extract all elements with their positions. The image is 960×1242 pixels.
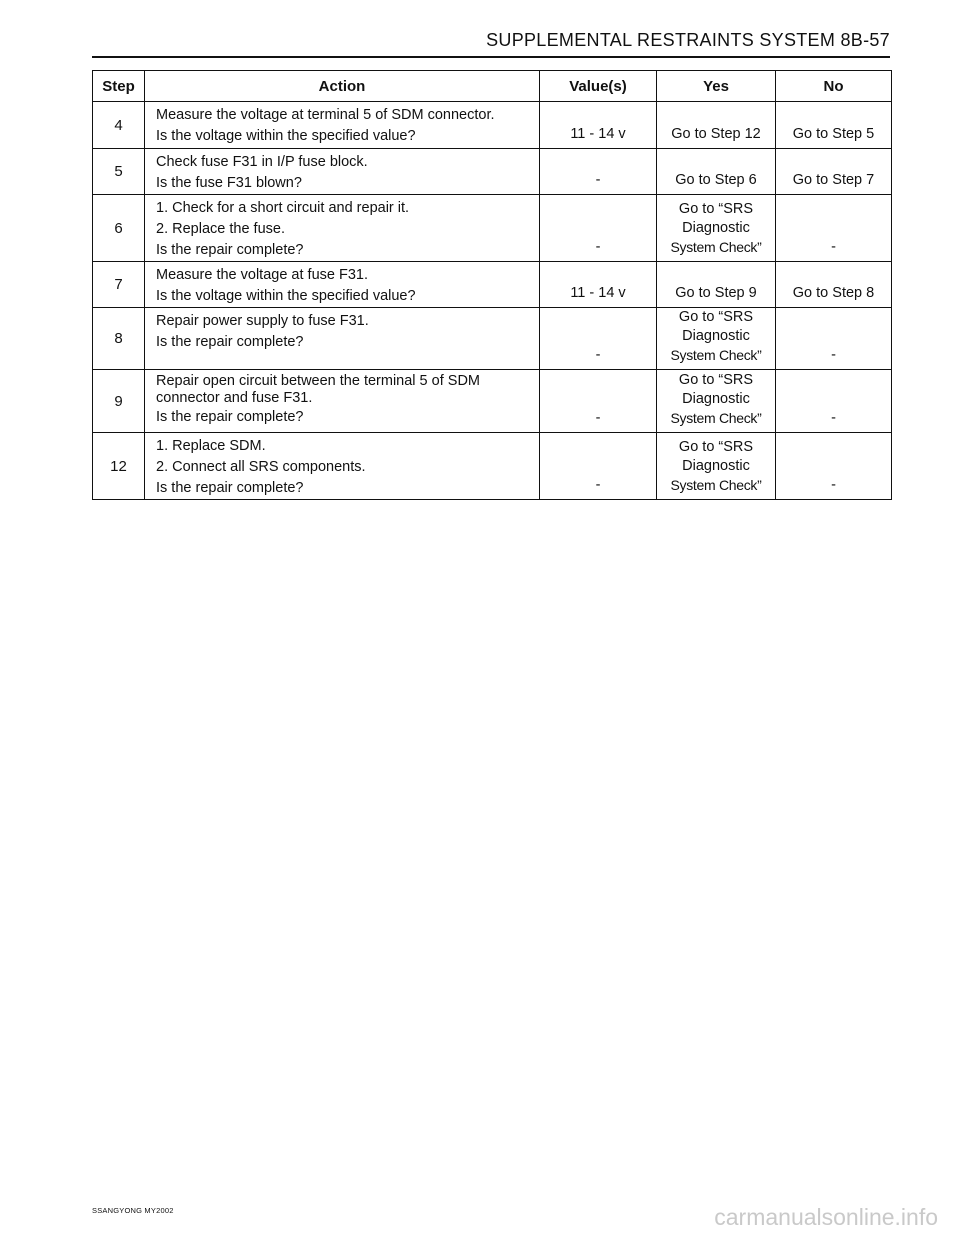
- table-row: [93, 149, 892, 195]
- action-line: Is the repair complete?: [156, 334, 304, 350]
- diagnostic-table: [92, 70, 892, 500]
- yes-line: Go to “SRS: [678, 439, 754, 455]
- table-row: [93, 262, 892, 308]
- page-header: [92, 28, 890, 58]
- value-cell: 11 - 14 v: [540, 262, 657, 308]
- step-number: 6: [93, 195, 145, 262]
- action-cell: [145, 433, 540, 500]
- yes-cell: [657, 308, 776, 370]
- table-row: [93, 195, 892, 262]
- action-line: Is the fuse F31 blown?: [156, 175, 302, 191]
- table-row: [93, 102, 892, 149]
- action-line: 1. Replace SDM.: [156, 438, 266, 454]
- action-line: Is the voltage within the specified value?: [156, 128, 416, 144]
- yes-cell: Go to Step 6: [657, 149, 776, 195]
- no-cell: -: [776, 195, 892, 262]
- action-cell: [145, 370, 540, 433]
- no-cell: Go to Step 5: [776, 102, 892, 149]
- yes-line: System Check”: [670, 347, 762, 363]
- yes-line: System Check”: [670, 410, 762, 426]
- yes-cell: Go to Step 12: [657, 102, 776, 149]
- table-header-row: [93, 71, 892, 102]
- column-header-action: Action: [145, 71, 540, 102]
- action-line: connector and fuse F31.: [156, 390, 313, 406]
- action-line: Is the repair complete?: [156, 480, 304, 496]
- yes-line: Diagnostic: [682, 220, 750, 236]
- action-line: Is the voltage within the specified value?: [156, 288, 416, 304]
- yes-line: Diagnostic: [682, 458, 750, 474]
- table-row: [93, 433, 892, 500]
- action-line: 1. Check for a short circuit and repair it.: [156, 200, 410, 216]
- value-cell: -: [540, 195, 657, 262]
- yes-cell: [657, 195, 776, 262]
- value-cell: -: [540, 308, 657, 370]
- no-cell: -: [776, 308, 892, 370]
- value-cell: -: [540, 149, 657, 195]
- yes-cell: [657, 370, 776, 433]
- yes-cell: Go to Step 9: [657, 262, 776, 308]
- yes-line: Diagnostic: [682, 391, 750, 407]
- step-number: 7: [93, 262, 145, 308]
- step-number: 12: [93, 433, 145, 500]
- yes-line: System Check”: [670, 477, 762, 493]
- action-line: Repair power supply to fuse F31.: [156, 313, 369, 329]
- action-cell: [145, 195, 540, 262]
- step-number: 9: [93, 370, 145, 433]
- value-cell: -: [540, 433, 657, 500]
- action-line: Is the repair complete?: [156, 242, 304, 258]
- step-number: 5: [93, 149, 145, 195]
- action-line: Repair open circuit between the terminal 5 of SDM: [156, 373, 480, 389]
- action-line: Check fuse F31 in I/P fuse block.: [156, 154, 368, 170]
- action-line: Measure the voltage at fuse F31.: [156, 267, 368, 283]
- yes-line: Diagnostic: [682, 328, 750, 344]
- step-number: 4: [93, 102, 145, 149]
- action-cell: [145, 149, 540, 195]
- page-title: SUPPLEMENTAL RESTRAINTS SYSTEM 8B-57: [486, 30, 890, 50]
- action-line: 2. Connect all SRS components.: [156, 459, 366, 475]
- value-cell: 11 - 14 v: [540, 102, 657, 149]
- step-number: 8: [93, 308, 145, 370]
- page-footer: SSANGYONG MY2002: [92, 1206, 174, 1215]
- action-cell: [145, 102, 540, 149]
- yes-line: Go to “SRS: [678, 309, 754, 325]
- action-cell: [145, 308, 540, 370]
- yes-line: Go to “SRS: [678, 372, 754, 388]
- yes-cell: [657, 433, 776, 500]
- action-cell: [145, 262, 540, 308]
- action-line: Is the repair complete?: [156, 409, 304, 425]
- action-line: Measure the voltage at terminal 5 of SDM connector.: [156, 107, 495, 123]
- column-header-yes: Yes: [657, 71, 776, 102]
- action-line: 2. Replace the fuse.: [156, 221, 285, 237]
- no-cell: -: [776, 433, 892, 500]
- column-header-no: No: [776, 71, 892, 102]
- column-header-step: Step: [93, 71, 145, 102]
- no-cell: -: [776, 370, 892, 433]
- column-header-values: Value(s): [540, 71, 657, 102]
- value-cell: -: [540, 370, 657, 433]
- no-cell: Go to Step 8: [776, 262, 892, 308]
- watermark: carmanualsonline.info: [714, 1204, 938, 1230]
- yes-line: System Check”: [670, 239, 762, 255]
- yes-line: Go to “SRS: [678, 201, 754, 217]
- no-cell: Go to Step 7: [776, 149, 892, 195]
- table-row: [93, 308, 892, 370]
- table-row: [93, 370, 892, 433]
